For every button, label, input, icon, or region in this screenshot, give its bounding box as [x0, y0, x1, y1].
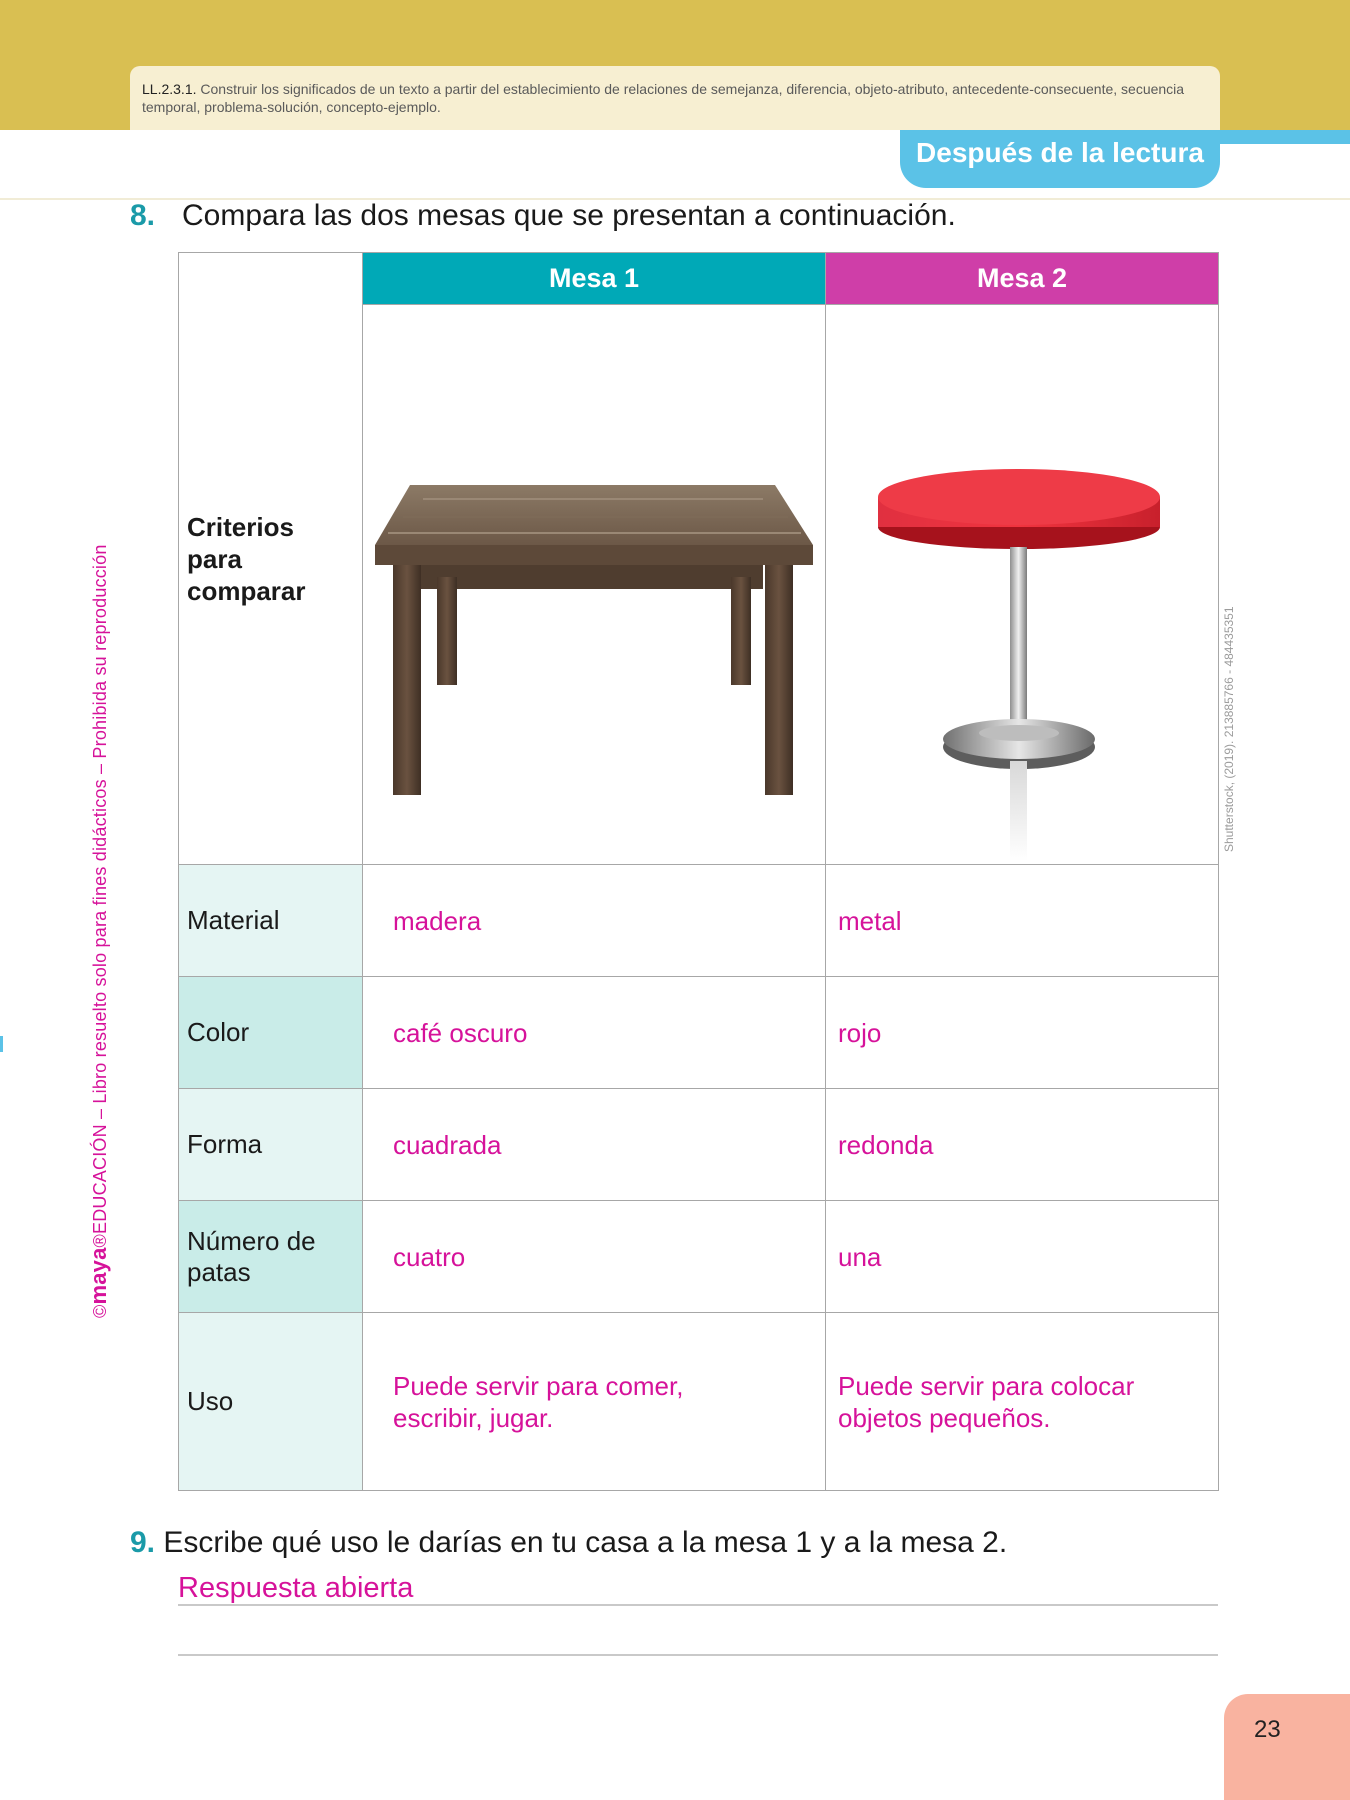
mesa-1-image-cell [363, 305, 826, 865]
copyright-text: ®EDUCACIÓN – Libro resuelto solo para fines didácticos – Prohibida su reproducción [90, 544, 110, 1248]
answer-mesa-2: redonda [826, 1089, 1219, 1201]
mesa-2-image-cell [826, 305, 1219, 865]
table-row [179, 1089, 1219, 1201]
answer-mesa-2: metal [826, 865, 1219, 977]
question-9-number: 9. [130, 1526, 156, 1559]
red-round-table-image [826, 307, 1216, 863]
column-header-mesa-2: Mesa 2 [826, 253, 1219, 305]
row-label: Material [179, 865, 363, 977]
answer-mesa-1: café oscuro [363, 977, 826, 1089]
answer-line [178, 1654, 1218, 1656]
skill-description [130, 66, 1220, 130]
wooden-table-image [363, 307, 823, 863]
row-label: Forma [179, 1089, 363, 1201]
question-9-answer: Respuesta abierta [178, 1572, 414, 1604]
skill-text: Construir los significados de un texto a partir del establecimiento de relaciones de semejanza, diferencia, objeto-atributo, antecedente-consecuente, secuencia temporal, problema-solución, concepto-ejemplo. [142, 81, 1185, 115]
answer-mesa-1: cuadrada [363, 1089, 826, 1201]
question-9 [130, 1523, 1007, 1563]
table-row [179, 865, 1219, 977]
answer-mesa-1 [363, 1313, 826, 1491]
answer-mesa-2: rojo [826, 977, 1219, 1089]
question-9-verb: Escribe [163, 1526, 264, 1559]
answer-mesa-2: una [826, 1201, 1219, 1313]
criteria-header [179, 253, 363, 865]
side-marker [0, 1036, 3, 1052]
answer-mesa-1-text: Puede servir para comer, escribir, jugar. [393, 1370, 684, 1433]
answer-mesa-2-text: Puede servir para colocar objetos pequeños. [838, 1370, 1135, 1433]
answer-mesa-1: madera [363, 865, 826, 977]
page-number: 23 [1224, 1694, 1350, 1800]
row-label [179, 1201, 363, 1313]
row-label: Uso [179, 1313, 363, 1491]
question-8-text: las dos mesas que se presentan a continuación. [305, 199, 956, 232]
question-8 [130, 196, 956, 236]
question-9-text: qué uso le darías en tu casa a la mesa 1 y a la mesa 2. [263, 1526, 1008, 1559]
table-row [179, 1201, 1219, 1313]
answer-mesa-1: cuatro [363, 1201, 826, 1313]
column-header-mesa-1: Mesa 1 [363, 253, 826, 305]
table-row [179, 1313, 1219, 1491]
row-label-text: Número de patas [187, 1225, 316, 1287]
question-8-verb: Compara [182, 199, 306, 232]
question-8-number: 8. [130, 199, 156, 232]
table-row [179, 977, 1219, 1089]
answer-mesa-2 [826, 1313, 1219, 1491]
section-tab: Después de la lectura [900, 130, 1220, 188]
brand-logo: maya [86, 1247, 111, 1305]
copyright-symbol: © [90, 1304, 110, 1318]
side-copyright [86, 544, 112, 1318]
skill-code: LL.2.3.1. [142, 81, 197, 97]
criteria-title: Criterios para comparar [187, 511, 306, 606]
answer-line [178, 1604, 1218, 1606]
image-credit: Shutterstock, (2019). 213885766 - 484435351 [1222, 606, 1236, 852]
comparison-table [178, 252, 1219, 1491]
row-label: Color [179, 977, 363, 1089]
